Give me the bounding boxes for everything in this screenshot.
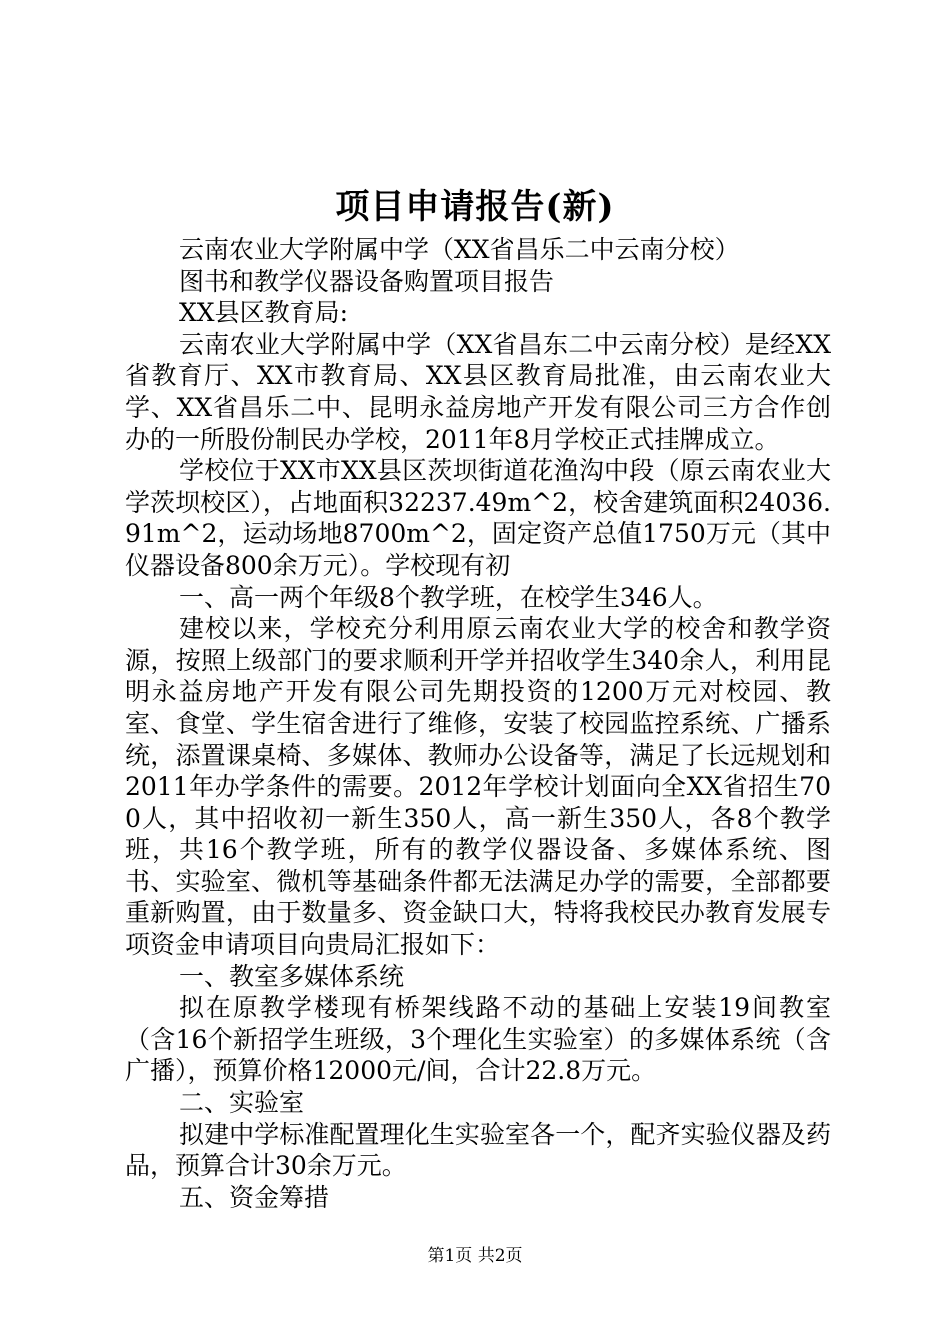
paragraph-school-location: 学校位于XX市XX县区茨坝街道花渔沟中段（原云南农业大学茨坝校区），占地面积32237.49m^2，校舍建筑面积24036.91m^2，运动场地8700m^2，固定资产总值1750万元（其中仪器设备800余万元）。学校现有初 [125, 456, 831, 580]
heading-multimedia: 一、教室多媒体系统 [179, 961, 405, 991]
heading-funding: 五、资金筹措 [179, 1182, 330, 1212]
heading-laboratory: 二、实验室 [179, 1088, 305, 1118]
paragraph-development: 建校以来，学校充分利用原云南农业大学的校舍和教学资源，按照上级部门的要求顺利开学并招收学生340余人，利用昆明永益房地产开发有限公司先期投资的1200万元对校园、教室、食堂、学生宿舍进行了维修，安装了校园监控系统、广播系统，添置课桌椅、多媒体、教师办公设备等，满足了长远规划和2011年办学条件的需要。2012年学校计划面向全XX省招生700人，其中招收初一新生350人，高一新生350人，各8个教学班，共16个教学班，所有的教学仪器设备、多媒体系统、图书、实验室、微机等基础条件都无法满足办学的需要，全部都要重新购置，由于数量多、资金缺口大，特将我校民办教育发展专项资金申请项目向贵局汇报如下： [125, 614, 831, 960]
paragraph-multimedia: 拟在原教学楼现有桥架线路不动的基础上安装19间教室（含16个新招学生班级，3个理化生实验室）的多媒体系统（含广播），预算价格12000元/间，合计22.8万元。 [125, 993, 831, 1086]
document-body [125, 234, 831, 1213]
paragraph-class-count: 一、高一两个年级8个教学班，在校学生346人。 [179, 582, 718, 612]
paragraph-laboratory: 拟建中学标准配置理化生实验室各一个，配齐实验仪器及药品，预算合计30余万元。 [125, 1119, 831, 1181]
paragraph-school-intro: 云南农业大学附属中学（XX省昌东二中云南分校）是经XX省教育厅、XX市教育局、XX县区教育局批准，由云南农业大学、XX省昌乐二中、昆明永益房地产开发有限公司三方合作创办的一所股份制民办学校，2011年8月学校正式挂牌成立。 [125, 329, 831, 454]
document-title: 项目申请报告(新) [335, 187, 615, 227]
page-number-footer: 第1页 共2页 [427, 1246, 523, 1266]
paragraph-report-subject: 图书和教学仪器设备购置项目报告 [179, 266, 555, 296]
paragraph-school-name: 云南农业大学附属中学（XX省昌乐二中云南分校） [179, 235, 740, 264]
paragraph-addressee: XX县区教育局: [179, 298, 349, 328]
